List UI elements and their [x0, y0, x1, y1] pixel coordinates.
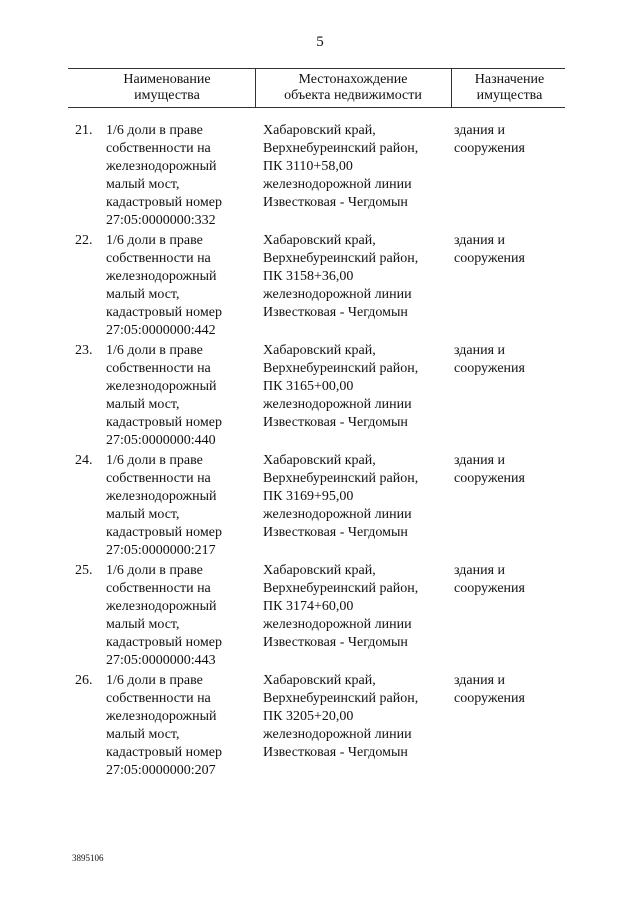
- property-name-line: кадастровый номер: [106, 745, 222, 760]
- header-name-column: [82, 72, 252, 104]
- property-name: [106, 672, 256, 780]
- property-location-line: ПК 3165+00,00: [263, 379, 354, 394]
- property-name-line: 1/6 доли в праве: [106, 673, 203, 688]
- property-location-line: ПК 3205+20,00: [263, 709, 354, 724]
- header-name-line: имущества: [134, 88, 200, 103]
- property-location-line: Известковая - Чегдомын: [263, 305, 408, 320]
- property-purpose-line: сооружения: [454, 691, 525, 706]
- property-location-line: ПК 3158+36,00: [263, 269, 354, 284]
- property-location-line: железнодорожной линии: [263, 617, 412, 632]
- row-number: 22.: [75, 233, 93, 248]
- property-name: [106, 232, 256, 340]
- property-purpose-line: сооружения: [454, 361, 525, 376]
- property-location-line: Хабаровский край,: [263, 673, 376, 688]
- property-location-line: Хабаровский край,: [263, 123, 376, 138]
- document-code: 3895106: [72, 853, 104, 863]
- property-location-line: Верхнебуреинский район,: [263, 691, 419, 706]
- property-name-line: собственности на: [106, 141, 211, 156]
- property-location-line: железнодорожной линии: [263, 397, 412, 412]
- property-name-line: малый мост,: [106, 617, 180, 632]
- property-location-line: Хабаровский край,: [263, 563, 376, 578]
- property-name-line: малый мост,: [106, 727, 180, 742]
- property-location-line: ПК 3169+95,00: [263, 489, 354, 504]
- property-location-line: железнодорожной линии: [263, 507, 412, 522]
- property-name: [106, 342, 256, 450]
- property-location-line: Известковая - Чегдомын: [263, 635, 408, 650]
- property-purpose-line: здания и: [454, 453, 506, 468]
- property-name-line: собственности на: [106, 581, 211, 596]
- table-row: [0, 122, 640, 232]
- property-location-line: Верхнебуреинский район,: [263, 141, 419, 156]
- property-name-line: 27:05:0000000:440: [106, 433, 216, 448]
- table-row: [0, 562, 640, 672]
- page-number: 5: [316, 34, 324, 50]
- header-location-line: Местонахождение: [298, 72, 408, 87]
- property-name-line: собственности на: [106, 251, 211, 266]
- header-name-line: Наименование: [123, 72, 211, 87]
- property-location-line: железнодорожной линии: [263, 727, 412, 742]
- property-location-line: Хабаровский край,: [263, 343, 376, 358]
- property-purpose-line: здания и: [454, 123, 506, 138]
- property-location-line: Хабаровский край,: [263, 453, 376, 468]
- property-location-line: Верхнебуреинский район,: [263, 361, 419, 376]
- property-list: [0, 122, 640, 782]
- property-location-line: Верхнебуреинский район,: [263, 471, 419, 486]
- property-name-line: малый мост,: [106, 287, 180, 302]
- property-name-line: железнодорожный: [106, 159, 217, 174]
- row-number: 23.: [75, 343, 93, 358]
- property-location: [263, 122, 443, 212]
- header-divider: [255, 69, 256, 107]
- property-purpose-line: сооружения: [454, 251, 525, 266]
- property-location: [263, 672, 443, 762]
- property-location-line: Известковая - Чегдомын: [263, 195, 408, 210]
- property-name-line: собственности на: [106, 361, 211, 376]
- table-row: [0, 342, 640, 452]
- property-name-line: собственности на: [106, 691, 211, 706]
- property-location: [263, 562, 443, 652]
- property-name-line: кадастровый номер: [106, 305, 222, 320]
- property-name-line: железнодорожный: [106, 489, 217, 504]
- property-name-line: кадастровый номер: [106, 635, 222, 650]
- property-location: [263, 232, 443, 322]
- property-name: [106, 452, 256, 560]
- property-purpose: [454, 342, 564, 378]
- property-purpose: [454, 672, 564, 708]
- property-name-line: 27:05:0000000:442: [106, 323, 216, 338]
- property-name-line: 1/6 доли в праве: [106, 123, 203, 138]
- property-name-line: кадастровый номер: [106, 525, 222, 540]
- property-name-line: железнодорожный: [106, 709, 217, 724]
- header-location-column: [258, 72, 448, 104]
- row-number: 21.: [75, 123, 93, 138]
- property-name-line: 27:05:0000000:332: [106, 213, 216, 228]
- row-number: 24.: [75, 453, 93, 468]
- property-purpose: [454, 562, 564, 598]
- header-location-line: объекта недвижимости: [284, 88, 422, 103]
- property-purpose-line: сооружения: [454, 471, 525, 486]
- table-row: [0, 232, 640, 342]
- property-name-line: кадастровый номер: [106, 415, 222, 430]
- header-purpose-line: Назначение: [474, 72, 545, 87]
- property-name-line: 1/6 доли в праве: [106, 343, 203, 358]
- property-location-line: ПК 3174+60,00: [263, 599, 354, 614]
- table-row: [0, 672, 640, 782]
- property-location-line: Верхнебуреинский район,: [263, 251, 419, 266]
- property-location-line: железнодорожной линии: [263, 287, 412, 302]
- property-name-line: кадастровый номер: [106, 195, 222, 210]
- property-name-line: малый мост,: [106, 177, 180, 192]
- row-number: 25.: [75, 563, 93, 578]
- property-name-line: 27:05:0000000:443: [106, 653, 216, 668]
- property-name-line: 27:05:0000000:207: [106, 763, 216, 778]
- header-divider: [451, 69, 452, 107]
- property-location: [263, 342, 443, 432]
- table-header: [68, 68, 565, 108]
- property-location-line: Известковая - Чегдомын: [263, 415, 408, 430]
- property-name-line: 27:05:0000000:217: [106, 543, 216, 558]
- property-name: [106, 562, 256, 670]
- table-row: [0, 452, 640, 562]
- property-name-line: железнодорожный: [106, 379, 217, 394]
- property-location-line: железнодорожной линии: [263, 177, 412, 192]
- property-name: [106, 122, 256, 230]
- row-number: 26.: [75, 673, 93, 688]
- header-purpose-column: [454, 72, 565, 104]
- property-name-line: 1/6 доли в праве: [106, 563, 203, 578]
- property-purpose-line: здания и: [454, 563, 506, 578]
- property-location-line: Известковая - Чегдомын: [263, 745, 408, 760]
- property-purpose-line: здания и: [454, 673, 506, 688]
- property-name-line: малый мост,: [106, 397, 180, 412]
- property-location-line: Известковая - Чегдомын: [263, 525, 408, 540]
- property-location-line: ПК 3110+58,00: [263, 159, 353, 174]
- property-name-line: железнодорожный: [106, 599, 217, 614]
- property-name-line: железнодорожный: [106, 269, 217, 284]
- property-location: [263, 452, 443, 542]
- property-purpose: [454, 232, 564, 268]
- property-location-line: Хабаровский край,: [263, 233, 376, 248]
- property-purpose-line: сооружения: [454, 141, 525, 156]
- property-purpose-line: здания и: [454, 343, 506, 358]
- property-purpose: [454, 452, 564, 488]
- property-name-line: 1/6 доли в праве: [106, 453, 203, 468]
- property-purpose-line: здания и: [454, 233, 506, 248]
- property-purpose: [454, 122, 564, 158]
- property-name-line: малый мост,: [106, 507, 180, 522]
- property-location-line: Верхнебуреинский район,: [263, 581, 419, 596]
- property-name-line: собственности на: [106, 471, 211, 486]
- header-purpose-line: имущества: [476, 88, 543, 103]
- property-name-line: 1/6 доли в праве: [106, 233, 203, 248]
- property-purpose-line: сооружения: [454, 581, 525, 596]
